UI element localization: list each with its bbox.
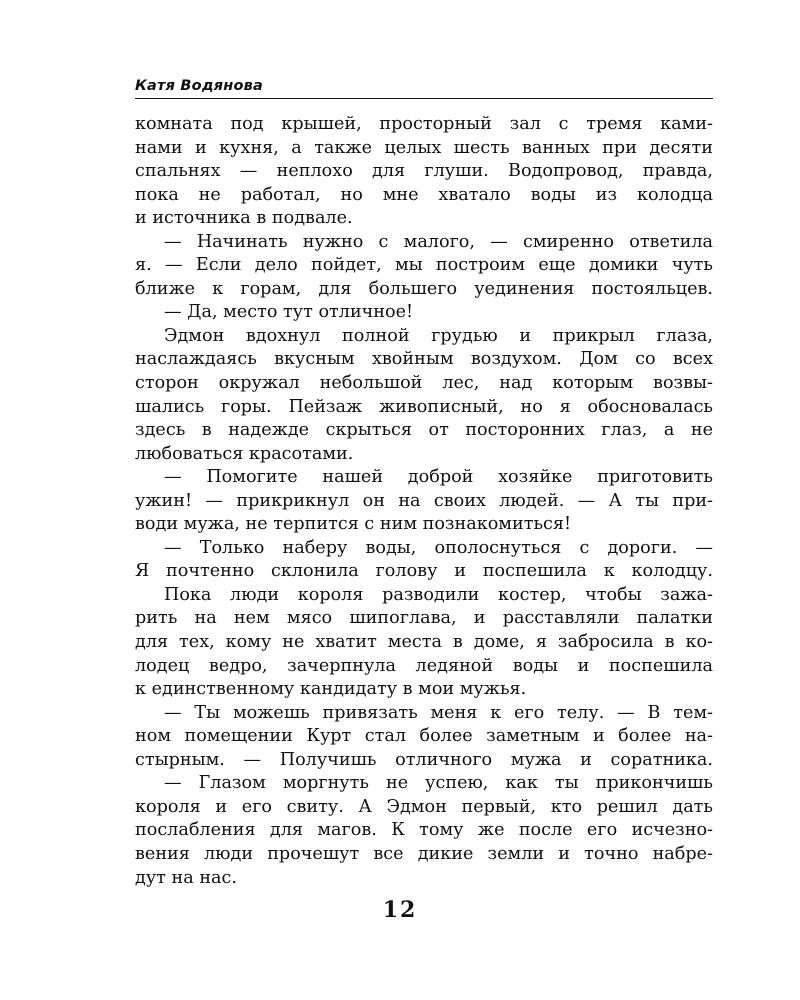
- text-line: сторон окружал небольшой лес, над которым возвы-: [135, 373, 713, 394]
- text-line: наслаждаясь вкусным хвойным воздухом. Дом со всех: [135, 349, 713, 370]
- text-line: — Начинать нужно с малого, — смиренно ответила: [164, 231, 713, 252]
- text-line: короля и его свиту. А Эдмон первый, кто решил дать: [135, 796, 713, 817]
- text-line: дут на нас.: [135, 867, 237, 888]
- text-line: пока не работал, но мне хватало воды из колодца: [135, 184, 713, 205]
- text-line: шались горы. Пейзаж живописный, но я обосновалась: [135, 396, 713, 417]
- text-line: комната под крышей, просторный зал с тремя ками-: [135, 114, 713, 134]
- text-line: здесь в надежде скрыться от посторонних глаз, а не: [135, 420, 713, 441]
- text-line: лодец ведро, зачерпнула ледяной воды и поспешила: [135, 655, 713, 676]
- text-line: — Только наберу воды, ополоснуться с дороги. —: [164, 537, 713, 558]
- text-line: стырным. — Получишь отличного мужа и соратника.: [135, 749, 713, 770]
- text-line: любоваться красотами.: [135, 443, 354, 464]
- text-line: ужин! — прикрикнул он на своих людей. — А ты при-: [135, 490, 713, 511]
- text-line: — Глазом моргнуть не успею, как ты прикончишь: [164, 773, 713, 794]
- text-line: для тех, кому не хватит места в доме, я забросила в ко-: [135, 632, 713, 653]
- text-line: води мужа, не терпится с ним познакомиться!: [135, 514, 572, 535]
- text-line: Эдмон вдохнул полной грудью и прикрыл глаза,: [164, 325, 713, 346]
- text-line: — Да, место тут отличное!: [164, 302, 414, 323]
- text-line: ближе к горам, для большего уединения постояльцев.: [135, 278, 713, 299]
- text-line: вения люди прочешут все дикие земли и точно набре-: [135, 843, 713, 864]
- text-line: — Помогите нашей доброй хозяйке приготовить: [164, 467, 713, 488]
- text-line: спальнях — неплохо для глуши. Водопровод, правда,: [135, 161, 713, 182]
- text-line: нами и кухня, а также целых шесть ванных при десяти: [135, 137, 713, 158]
- author-name: Катя Водянова: [135, 78, 263, 94]
- running-head: [135, 76, 713, 99]
- body-text: [135, 113, 713, 890]
- text-line: рить на нем мясо шипоглава, и расставляли палатки: [135, 608, 713, 629]
- text-line: ном помещении Курт стал более заметным и более на-: [135, 726, 713, 747]
- text-line: — Ты можешь привязать меня к его телу. — В тем-: [164, 702, 713, 723]
- text-line: я. — Если дело пойдет, мы построим еще домики чуть: [135, 255, 713, 276]
- page-number: 12: [382, 897, 418, 923]
- text-line: Пока люди короля разводили костер, чтобы зажа-: [164, 584, 713, 605]
- text-line: и источника в подвале.: [135, 208, 353, 229]
- text-line: послабления для магов. К тому же после его исчезно-: [135, 820, 713, 841]
- text-line: к единственному кандидату в мои мужья.: [135, 679, 527, 700]
- text-line: Я почтенно склонила голову и поспешила к колодцу.: [135, 561, 713, 582]
